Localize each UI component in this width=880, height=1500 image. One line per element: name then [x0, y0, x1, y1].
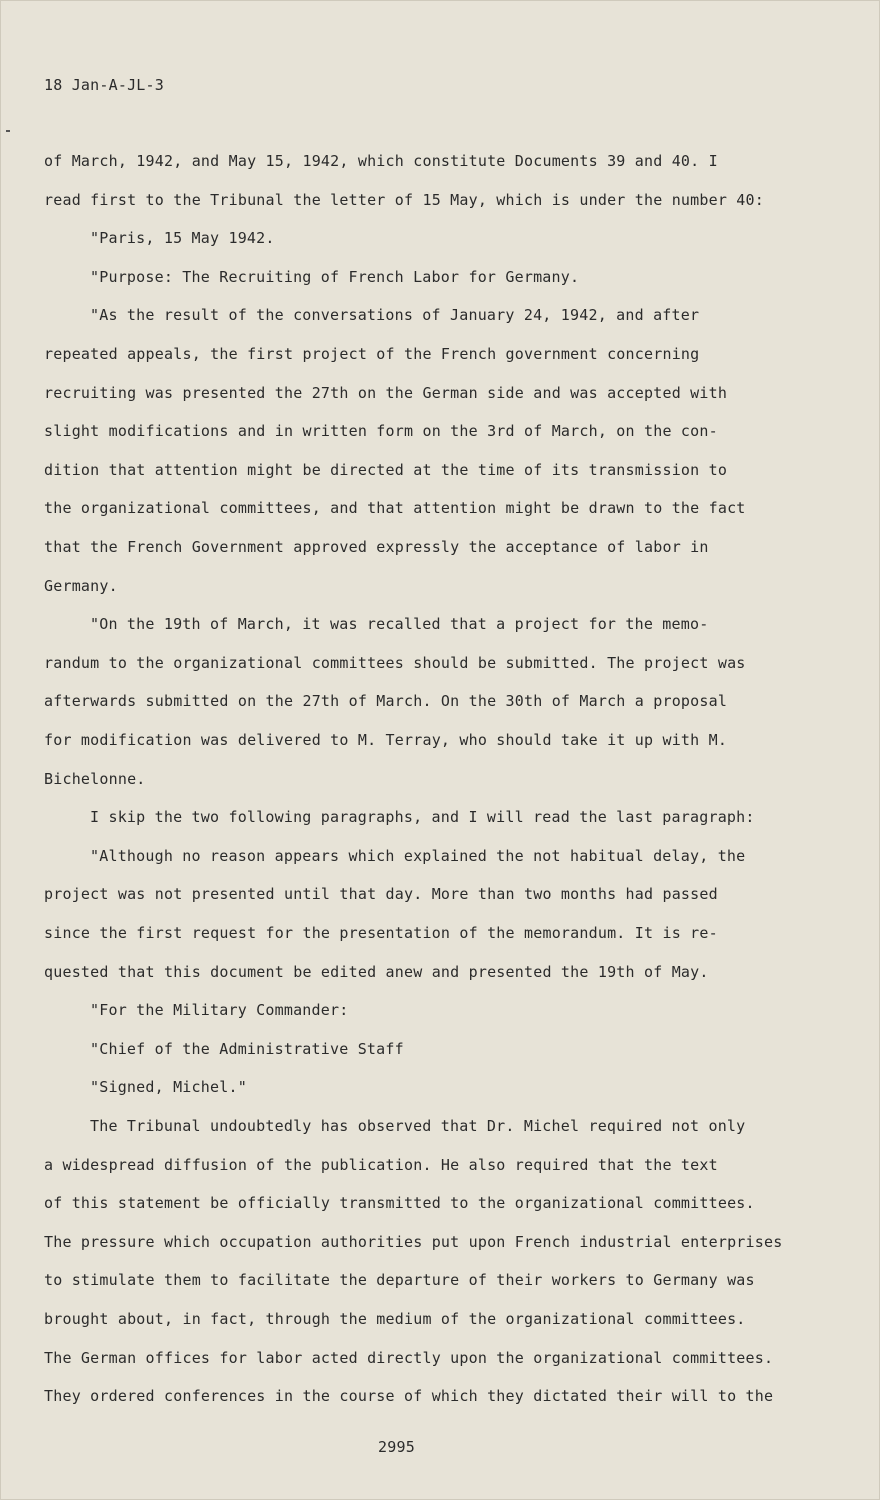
text-line: dition that attention might be directed at the time of its transmission to — [44, 460, 728, 479]
text-line: brought about, in fact, through the medium of the organizational committees. — [44, 1310, 746, 1328]
text-line: randum to the organizational committees should be submitted. The project was — [44, 653, 746, 672]
text-line: "Although no reason appears which explained the not habitual delay, the — [90, 846, 746, 865]
margin-mark — [6, 130, 10, 132]
text-line: recruiting was presented the 27th on the German side and was accepted with — [44, 383, 728, 402]
text-line: Bichelonne. — [44, 769, 146, 788]
text-line: "As the result of the conversations of January 24, 1942, and after — [90, 306, 700, 325]
text-line: repeated appeals, the first project of the French government concerning — [44, 345, 700, 363]
text-line: afterwards submitted on the 27th of March. On the 30th of March a proposal — [44, 692, 728, 711]
text-line: the organizational committees, and that attention might be drawn to the fact — [44, 499, 746, 518]
text-line: The German offices for labor acted directly upon the organizational committees. — [44, 1348, 774, 1367]
text-line: of this statement be officially transmitted to the organizational committees. — [44, 1194, 755, 1213]
text-line: The pressure which occupation authorities put upon French industrial enterprises — [44, 1232, 783, 1251]
text-line: I skip the two following paragraphs, and I will read the last paragraph: — [90, 808, 755, 827]
text-line: "For the Military Commander: — [90, 1001, 349, 1020]
text-line: "Signed, Michel." — [90, 1078, 247, 1097]
text-line: "Paris, 15 May 1942. — [90, 229, 275, 248]
text-line: for modification was delivered to M. Terray, who should take it up with M. — [44, 731, 728, 749]
text-line: The Tribunal undoubtedly has observed that Dr. Michel required not only — [90, 1117, 746, 1135]
text-line: that the French Government approved expressly the acceptance of labor in — [44, 538, 709, 556]
text-line: read first to the Tribunal the letter of 15 May, which is under the number 40: — [44, 190, 764, 209]
text-line: to stimulate them to facilitate the departure of their workers to Germany was — [44, 1271, 755, 1290]
page-reference-header: 18 Jan-A-JL-3 — [44, 76, 164, 94]
text-line: "Chief of the Administrative Staff — [90, 1039, 404, 1058]
page-number: 2995 — [378, 1438, 415, 1456]
text-line: quested that this document be edited anew and presented the 19th of May. — [44, 962, 709, 981]
text-line: They ordered conferences in the course of which they dictated their will to the — [44, 1387, 774, 1406]
text-line: project was not presented until that day. More than two months had passed — [44, 885, 718, 904]
text-line: of March, 1942, and May 15, 1942, which constitute Documents 39 and 40. I — [44, 152, 718, 170]
text-line: Germany. — [44, 576, 118, 595]
text-line: since the first request for the presentation of the memorandum. It is re- — [44, 924, 718, 942]
text-line: "Purpose: The Recruiting of French Labor for Germany. — [90, 267, 580, 286]
text-line: slight modifications and in written form on the 3rd of March, on the con- — [44, 422, 718, 441]
text-line: a widespread diffusion of the publication. He also required that the text — [44, 1155, 718, 1174]
text-line: "On the 19th of March, it was recalled that a project for the memo- — [90, 615, 709, 634]
